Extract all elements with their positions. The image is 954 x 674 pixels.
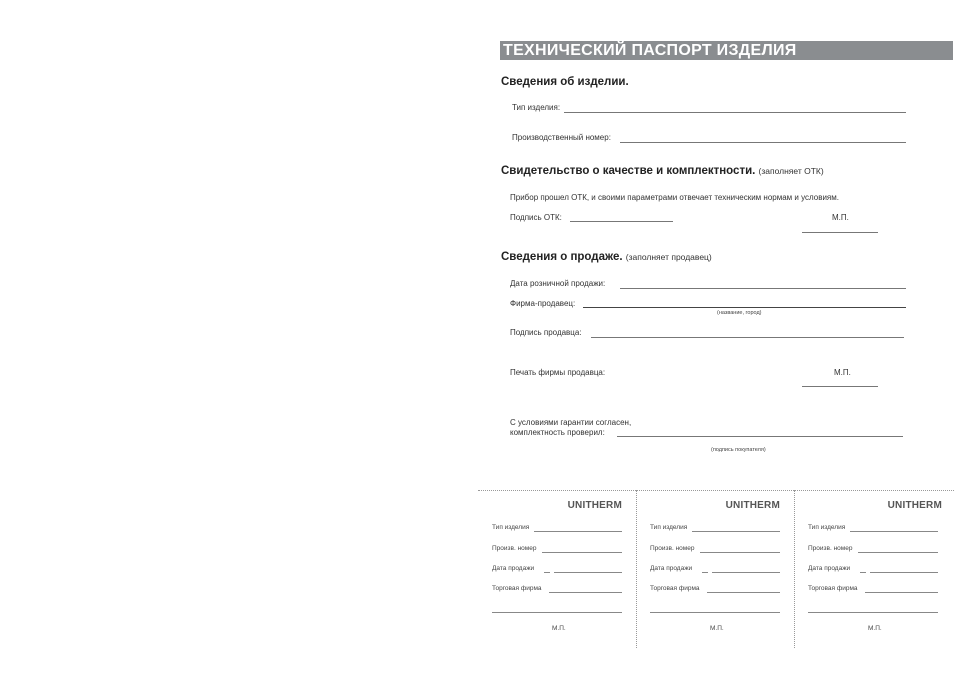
- coupon-extra-field[interactable]: [650, 612, 780, 613]
- coupon-serial-field[interactable]: [858, 552, 938, 553]
- buyer-signature-field[interactable]: [617, 436, 903, 437]
- quality-note: (заполняет ОТК): [758, 166, 824, 176]
- coupon-type-field[interactable]: [850, 531, 938, 532]
- type-label: Тип изделия:: [512, 103, 561, 112]
- seller-label: Фирма-продавец:: [510, 299, 576, 308]
- seller-stamp-field[interactable]: [802, 386, 878, 387]
- coupon-date-field-a[interactable]: [544, 572, 550, 573]
- sale-heading: [501, 251, 712, 263]
- quality-heading-text: Свидетельство о качестве и комплектности.: [501, 165, 756, 177]
- coupon-date-field-a[interactable]: [702, 572, 708, 573]
- unitherm-logo: UNITHERM: [725, 500, 780, 511]
- coupon-type-field[interactable]: [534, 531, 622, 532]
- coupon-firm-label: Торговая фирма: [808, 585, 858, 592]
- sale-date-label: Дата розничной продажи:: [510, 279, 606, 288]
- otk-stamp-label: М.П.: [832, 213, 849, 222]
- coupon-stamp-label: М.П.: [868, 625, 882, 632]
- unitherm-logo: UNITHERM: [887, 500, 942, 511]
- coupon-date-field-b[interactable]: [712, 572, 780, 573]
- warranty-coupon-1: [492, 490, 642, 648]
- coupon-date-label: Дата продажи: [650, 565, 693, 572]
- title-banner: [500, 41, 953, 60]
- seller-stamp-label: М.П.: [834, 368, 851, 377]
- coupon-extra-field[interactable]: [492, 612, 622, 613]
- warranty-line1: С условиями гарантии согласен,: [510, 418, 632, 427]
- product-info-heading: Сведения об изделии.: [501, 76, 629, 88]
- coupon-firm-field[interactable]: [865, 592, 938, 593]
- page-title: ТЕХНИЧЕСКИЙ ПАСПОРТ ИЗДЕЛИЯ: [503, 42, 797, 59]
- coupon-serial-label: Произв. номер: [492, 545, 537, 552]
- sale-note: (заполняет продавец): [625, 252, 712, 262]
- type-field[interactable]: [564, 112, 906, 113]
- serial-field[interactable]: [620, 142, 906, 143]
- sale-heading-text: Сведения о продаже.: [501, 251, 623, 263]
- coupon-extra-field[interactable]: [808, 612, 938, 613]
- coupon-type-label: Тип изделия: [650, 524, 688, 531]
- coupon-date-label: Дата продажи: [492, 565, 535, 572]
- buyer-hint: (подпись покупателя): [711, 447, 766, 453]
- coupon-type-label: Тип изделия: [492, 524, 530, 531]
- serial-label: Производственный номер:: [512, 133, 611, 142]
- coupon-type-label: Тип изделия: [808, 524, 846, 531]
- otk-stamp-field[interactable]: [802, 232, 878, 233]
- coupon-firm-label: Торговая фирма: [650, 585, 700, 592]
- coupon-date-field-b[interactable]: [870, 572, 938, 573]
- seller-seal-label: Печать фирмы продавца:: [510, 368, 606, 377]
- coupon-date-field-a[interactable]: [860, 572, 866, 573]
- coupon-stamp-label: М.П.: [552, 625, 566, 632]
- seller-hint: (название, город): [717, 310, 762, 316]
- coupon-serial-field[interactable]: [700, 552, 780, 553]
- quality-statement: Прибор прошел ОТК, и своими параметрами отвечает техническим нормам и условиям.: [510, 193, 839, 202]
- warranty-line2: комплектность проверил:: [510, 428, 605, 437]
- sale-date-field[interactable]: [620, 288, 906, 289]
- coupon-serial-field[interactable]: [542, 552, 622, 553]
- coupon-date-label: Дата продажи: [808, 565, 851, 572]
- quality-heading: [501, 165, 824, 177]
- coupon-firm-field[interactable]: [549, 592, 622, 593]
- warranty-coupon-3: [808, 490, 954, 648]
- seller-signature-field[interactable]: [591, 337, 904, 338]
- coupon-firm-field[interactable]: [707, 592, 780, 593]
- coupon-type-field[interactable]: [692, 531, 780, 532]
- warranty-coupon-2: [650, 490, 800, 648]
- coupon-date-field-b[interactable]: [554, 572, 622, 573]
- coupon-serial-label: Произв. номер: [808, 545, 853, 552]
- otk-signature-label: Подпись ОТК:: [510, 213, 562, 222]
- otk-signature-field[interactable]: [570, 221, 673, 222]
- unitherm-logo: UNITHERM: [567, 500, 622, 511]
- seller-field[interactable]: [583, 307, 906, 308]
- coupon-stamp-label: М.П.: [710, 625, 724, 632]
- coupon-firm-label: Торговая фирма: [492, 585, 542, 592]
- seller-signature-label: Подпись продавца:: [510, 328, 582, 337]
- coupon-serial-label: Произв. номер: [650, 545, 695, 552]
